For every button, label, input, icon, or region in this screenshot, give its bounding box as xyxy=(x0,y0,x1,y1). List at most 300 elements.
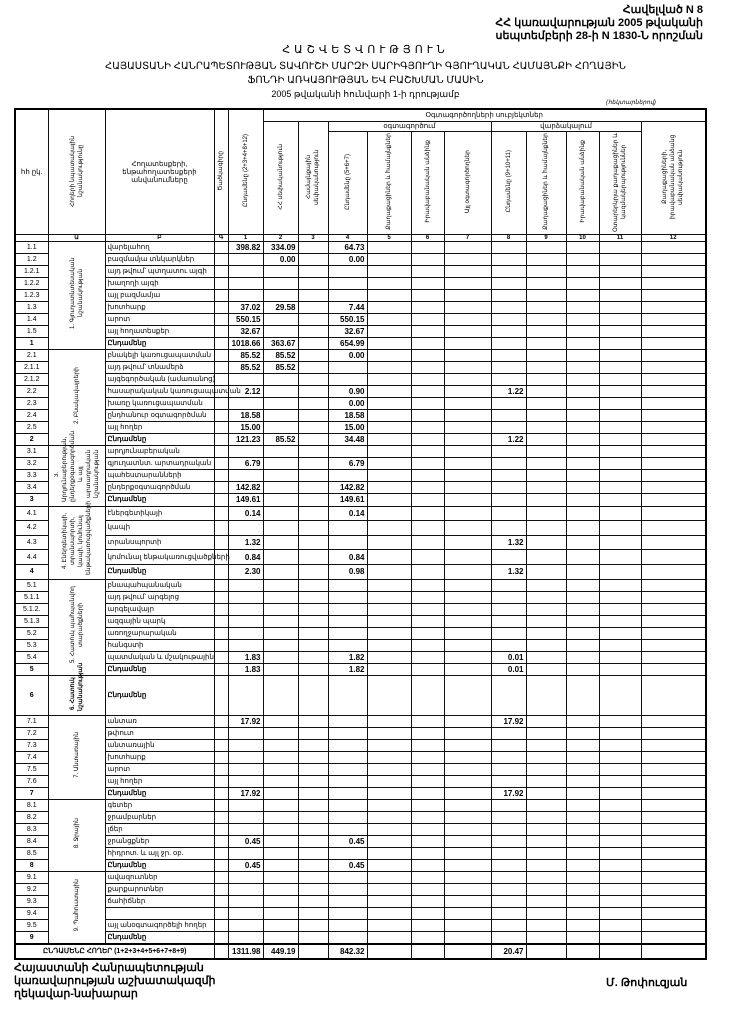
value-cell-col-3 xyxy=(298,373,328,385)
value-cell-col-8 xyxy=(491,775,526,787)
value-cell-col-10 xyxy=(566,469,599,481)
value-cell-col-12 xyxy=(641,727,706,739)
value-cell-col-9 xyxy=(526,409,566,421)
value-cell-col-4 xyxy=(328,787,367,799)
value-cell-col-10 xyxy=(566,919,599,931)
code-cell xyxy=(214,787,228,799)
table-row xyxy=(15,301,706,313)
value-cell-col-12 xyxy=(641,675,706,715)
value-cell-col-12 xyxy=(641,811,706,823)
value-cell-col-4: 7.44 xyxy=(328,301,367,313)
value-cell-col-1: 398.82 xyxy=(228,241,263,253)
value-cell-col-10 xyxy=(566,775,599,787)
value-cell-col-3 xyxy=(298,433,328,445)
section-label-text: 7. Անտառային xyxy=(73,732,80,778)
row-number: 7.5 xyxy=(15,763,48,775)
value-cell-col-2 xyxy=(263,457,298,469)
row-name: այդ թվում՝ տնամերձ xyxy=(105,361,214,373)
value-cell-col-4: 18.58 xyxy=(328,409,367,421)
value-cell-col-2: 85.52 xyxy=(263,361,298,373)
code-cell xyxy=(214,651,228,663)
value-cell-col-3 xyxy=(298,385,328,397)
header-group: Օգտագործողների սուբյեկտներ xyxy=(263,109,706,121)
value-cell-col-5 xyxy=(367,847,411,859)
footer-signatory-title xyxy=(14,962,216,1001)
value-cell-col-4 xyxy=(328,763,367,775)
value-cell-col-7 xyxy=(444,579,491,591)
value-cell-col-3 xyxy=(298,409,328,421)
value-cell-col-11 xyxy=(599,727,641,739)
value-cell-col-11 xyxy=(599,373,641,385)
table-row xyxy=(15,895,706,907)
row-name: քարքարոտներ xyxy=(105,883,214,895)
row-number: 2.1.2 xyxy=(15,373,48,385)
value-cell-col-6 xyxy=(411,859,444,871)
value-cell-col-9 xyxy=(526,482,566,494)
value-cell-col-8 xyxy=(491,811,526,823)
row-name: կոմունալ ենթակառուցվածքների xyxy=(105,550,214,565)
code-cell xyxy=(214,433,228,445)
value-cell-col-9 xyxy=(526,663,566,675)
value-cell-col-5 xyxy=(367,919,411,931)
value-cell-col-3 xyxy=(298,799,328,811)
value-cell-col-7 xyxy=(444,931,491,944)
section-label-text: 6. Հատուկ նշանակության xyxy=(69,662,84,711)
value-cell-col-1 xyxy=(228,763,263,775)
value-cell-col-11 xyxy=(599,871,641,883)
value-cell-col-9 xyxy=(526,751,566,763)
row-number: 7 xyxy=(15,787,48,799)
value-cell-col-1: 6.79 xyxy=(228,457,263,469)
value-cell-col-2: 334.09 xyxy=(263,241,298,253)
value-cell-col-11 xyxy=(599,535,641,550)
value-cell-col-1: 0.45 xyxy=(228,835,263,847)
value-cell-col-3 xyxy=(298,823,328,835)
value-cell-col-4 xyxy=(328,847,367,859)
row-name: բնակելի կառուցապատման xyxy=(105,349,214,361)
value-cell-col-6 xyxy=(411,579,444,591)
value-cell-col-9 xyxy=(526,433,566,445)
value-cell-col-5 xyxy=(367,751,411,763)
value-cell-col-5 xyxy=(367,385,411,397)
value-cell-col-6 xyxy=(411,433,444,445)
value-cell-col-6 xyxy=(411,763,444,775)
code-cell xyxy=(214,895,228,907)
value-cell-col-10 xyxy=(566,859,599,871)
code-cell xyxy=(214,751,228,763)
signatory-name: Մ. Թոփուզյան xyxy=(606,976,688,989)
value-cell-col-7 xyxy=(444,445,491,457)
table-row xyxy=(15,627,706,639)
value-cell-col-7 xyxy=(444,241,491,253)
table-row xyxy=(15,823,706,835)
value-cell-col-1 xyxy=(228,847,263,859)
value-cell-col-10 xyxy=(566,494,599,506)
value-cell-col-9 xyxy=(526,919,566,931)
value-cell-col-10 xyxy=(566,397,599,409)
value-cell-col-3 xyxy=(298,535,328,550)
value-cell-col-3 xyxy=(298,675,328,715)
value-cell-col-10 xyxy=(566,944,599,959)
value-cell-col-6 xyxy=(411,373,444,385)
code-cell xyxy=(214,871,228,883)
value-cell-col-10 xyxy=(566,277,599,289)
row-name: հանգստի xyxy=(105,639,214,651)
value-cell-col-8 xyxy=(491,397,526,409)
value-cell-col-2 xyxy=(263,615,298,627)
value-cell-col-1 xyxy=(228,871,263,883)
value-cell-col-6 xyxy=(411,847,444,859)
value-cell-col-4: 0.14 xyxy=(328,506,367,521)
code-cell xyxy=(214,289,228,301)
value-cell-col-9 xyxy=(526,564,566,579)
value-cell-col-8 xyxy=(491,763,526,775)
value-cell-col-9 xyxy=(526,871,566,883)
header-c2: ՀՀ սեփականություն xyxy=(263,121,298,234)
header-c9: Քաղաքացիներ և համայնքներ xyxy=(526,131,566,234)
value-cell-col-7 xyxy=(444,799,491,811)
value-cell-col-7 xyxy=(444,349,491,361)
value-cell-col-5 xyxy=(367,944,411,959)
row-name: հասարակական կառուցապատման xyxy=(105,385,214,397)
value-cell-col-1: 1018.66 xyxy=(228,337,263,349)
value-cell-col-11 xyxy=(599,579,641,591)
value-cell-col-5 xyxy=(367,337,411,349)
value-cell-col-5 xyxy=(367,603,411,615)
code-cell xyxy=(214,445,228,457)
value-cell-col-1 xyxy=(228,739,263,751)
value-cell-col-4 xyxy=(328,289,367,301)
document-subtitle-2: ՖՈՆԴԻ ԱՌԿԱՅՈՒԹՅԱՆ ԵՎ ԲԱՇԽՄԱՆ ՄԱՍԻՆ xyxy=(247,75,484,86)
row-number: 9.3 xyxy=(15,895,48,907)
value-cell-col-6 xyxy=(411,627,444,639)
value-cell-col-7 xyxy=(444,535,491,550)
value-cell-col-11 xyxy=(599,775,641,787)
column-number: Գ xyxy=(214,234,228,241)
value-cell-col-3 xyxy=(298,727,328,739)
value-cell-col-6 xyxy=(411,313,444,325)
row-name: պահեստարանների xyxy=(105,469,214,481)
value-cell-col-7 xyxy=(444,277,491,289)
row-number: 7.6 xyxy=(15,775,48,787)
row-number: 1.1 xyxy=(15,241,48,253)
value-cell-col-4 xyxy=(328,591,367,603)
row-name: այլ հողեր xyxy=(105,421,214,433)
value-cell-col-5 xyxy=(367,627,411,639)
value-cell-col-11 xyxy=(599,253,641,265)
value-cell-col-6 xyxy=(411,265,444,277)
row-number: 2.4 xyxy=(15,409,48,421)
value-cell-col-2 xyxy=(263,751,298,763)
value-cell-col-1 xyxy=(228,727,263,739)
row-number: 1.4 xyxy=(15,313,48,325)
value-cell-col-12 xyxy=(641,482,706,494)
code-cell xyxy=(214,907,228,919)
value-cell-col-1 xyxy=(228,775,263,787)
section-label xyxy=(48,871,105,944)
value-cell-col-4 xyxy=(328,445,367,457)
table-row xyxy=(15,313,706,325)
annex-line: ՀՀ կառավարության 2005 թվականի xyxy=(495,17,703,29)
value-cell-col-12 xyxy=(641,859,706,871)
value-cell-col-3 xyxy=(298,715,328,727)
row-number: 8.5 xyxy=(15,847,48,859)
value-cell-col-11 xyxy=(599,751,641,763)
table-row xyxy=(15,739,706,751)
value-cell-col-1 xyxy=(228,373,263,385)
value-cell-col-12 xyxy=(641,325,706,337)
value-cell-col-11 xyxy=(599,799,641,811)
row-number: 8.4 xyxy=(15,835,48,847)
row-number: 7.2 xyxy=(15,727,48,739)
table-row xyxy=(15,521,706,536)
table-row xyxy=(15,469,706,481)
value-cell-col-12 xyxy=(641,313,706,325)
value-cell-col-10 xyxy=(566,241,599,253)
row-number: 3.3 xyxy=(15,469,48,481)
code-cell xyxy=(214,715,228,727)
column-number: 9 xyxy=(526,234,566,241)
value-cell-col-10 xyxy=(566,751,599,763)
value-cell-col-11 xyxy=(599,627,641,639)
value-cell-col-11 xyxy=(599,469,641,481)
value-cell-col-9 xyxy=(526,349,566,361)
table-row xyxy=(15,811,706,823)
value-cell-col-8 xyxy=(491,639,526,651)
value-cell-col-7 xyxy=(444,591,491,603)
row-number: 4.2 xyxy=(15,521,48,536)
value-cell-col-5 xyxy=(367,253,411,265)
value-cell-col-10 xyxy=(566,931,599,944)
table-row xyxy=(15,325,706,337)
value-cell-col-2 xyxy=(263,506,298,521)
code-cell xyxy=(214,639,228,651)
table-row-subtotal xyxy=(15,564,706,579)
section-label xyxy=(48,579,105,675)
row-name: թփուտ xyxy=(105,727,214,739)
code-cell xyxy=(214,469,228,481)
value-cell-col-12 xyxy=(641,349,706,361)
value-cell-col-9 xyxy=(526,289,566,301)
footer-area xyxy=(14,962,705,1002)
value-cell-col-6 xyxy=(411,871,444,883)
column-number: 7 xyxy=(444,234,491,241)
value-cell-col-3 xyxy=(298,325,328,337)
value-cell-col-5 xyxy=(367,313,411,325)
value-cell-col-5 xyxy=(367,639,411,651)
value-cell-col-3 xyxy=(298,506,328,521)
value-cell-col-7 xyxy=(444,907,491,919)
value-cell-col-8: 1.32 xyxy=(491,535,526,550)
value-cell-col-12 xyxy=(641,799,706,811)
value-cell-col-11 xyxy=(599,325,641,337)
value-cell-col-1: 32.67 xyxy=(228,325,263,337)
value-cell-col-6 xyxy=(411,603,444,615)
value-cell-col-6 xyxy=(411,506,444,521)
value-cell-col-3 xyxy=(298,457,328,469)
row-name: էներգետիկայի xyxy=(105,506,214,521)
document-subtitle: ՀԱՅԱՍՏԱՆԻ ՀԱՆՐԱՊԵՏՈՒԹՅԱՆ ՏԱՎՈՒՇԻ ՄԱՐԶԻ ՍԱՐԻԳՅՈՒՂԻ ԳՅՈՒՂԱԿԱՆ ՀԱՄԱՅՆՔԻ ՀՈՂԱՅԻՆ xyxy=(105,61,626,72)
value-cell-col-3 xyxy=(298,313,328,325)
value-cell-col-10 xyxy=(566,603,599,615)
value-cell-col-4 xyxy=(328,931,367,944)
value-cell-col-7 xyxy=(444,564,491,579)
row-number: 5.1.2. xyxy=(15,603,48,615)
value-cell-col-9 xyxy=(526,550,566,565)
value-cell-col-2 xyxy=(263,835,298,847)
value-cell-col-7 xyxy=(444,361,491,373)
value-cell-col-6 xyxy=(411,277,444,289)
value-cell-col-3 xyxy=(298,859,328,871)
row-number: 5.1.3 xyxy=(15,615,48,627)
row-number: 7.4 xyxy=(15,751,48,763)
value-cell-col-7 xyxy=(444,313,491,325)
column-number: Ա xyxy=(48,234,105,241)
code-cell xyxy=(214,349,228,361)
value-cell-col-3 xyxy=(298,521,328,536)
value-cell-col-8 xyxy=(491,349,526,361)
value-cell-col-4: 142.82 xyxy=(328,482,367,494)
value-cell-col-8: 17.92 xyxy=(491,715,526,727)
value-cell-col-9 xyxy=(526,421,566,433)
value-cell-col-6 xyxy=(411,494,444,506)
column-number: 2 xyxy=(263,234,298,241)
value-cell-col-10 xyxy=(566,550,599,565)
value-cell-col-12 xyxy=(641,564,706,579)
row-name: խառը կառուցապատման xyxy=(105,397,214,409)
row-name: լճեր xyxy=(105,823,214,835)
value-cell-col-8 xyxy=(491,919,526,931)
value-cell-col-1: 37.02 xyxy=(228,301,263,313)
table-row xyxy=(15,799,706,811)
value-cell-col-1 xyxy=(228,627,263,639)
code-cell xyxy=(214,241,228,253)
value-cell-col-6 xyxy=(411,482,444,494)
value-cell-col-2 xyxy=(263,550,298,565)
value-cell-col-2 xyxy=(263,763,298,775)
row-number: 4.1 xyxy=(15,506,48,521)
value-cell-col-7 xyxy=(444,811,491,823)
value-cell-col-2 xyxy=(263,313,298,325)
value-cell-col-5 xyxy=(367,301,411,313)
value-cell-col-12 xyxy=(641,361,706,373)
section-label xyxy=(48,715,105,799)
value-cell-col-1: 0.14 xyxy=(228,506,263,521)
row-name: Ընդամենը xyxy=(105,564,214,579)
value-cell-col-6 xyxy=(411,811,444,823)
value-cell-col-8 xyxy=(491,627,526,639)
value-cell-col-9 xyxy=(526,627,566,639)
value-cell-col-6 xyxy=(411,361,444,373)
value-cell-col-8 xyxy=(491,727,526,739)
value-cell-col-7 xyxy=(444,835,491,847)
value-cell-col-7 xyxy=(444,494,491,506)
row-name: արդյունաբերական xyxy=(105,445,214,457)
value-cell-col-12 xyxy=(641,397,706,409)
annex-reference xyxy=(495,4,703,43)
value-cell-col-3 xyxy=(298,301,328,313)
value-cell-col-9 xyxy=(526,494,566,506)
value-cell-col-3 xyxy=(298,907,328,919)
value-cell-col-7 xyxy=(444,289,491,301)
row-number: 5.1 xyxy=(15,579,48,591)
value-cell-col-11 xyxy=(599,603,641,615)
value-cell-col-12 xyxy=(641,277,706,289)
row-name: հիդրոտ. և այլ ջր. օբ. xyxy=(105,847,214,859)
table-row xyxy=(15,535,706,550)
value-cell-col-6 xyxy=(411,457,444,469)
row-number: 8 xyxy=(15,859,48,871)
value-cell-col-11 xyxy=(599,715,641,727)
value-cell-col-2 xyxy=(263,727,298,739)
value-cell-col-9 xyxy=(526,715,566,727)
value-cell-col-12 xyxy=(641,373,706,385)
value-cell-col-1: 18.58 xyxy=(228,409,263,421)
value-cell-col-10 xyxy=(566,579,599,591)
value-cell-col-5 xyxy=(367,591,411,603)
value-cell-col-7 xyxy=(444,506,491,521)
value-cell-col-9 xyxy=(526,457,566,469)
value-cell-col-9 xyxy=(526,337,566,349)
value-cell-col-5 xyxy=(367,457,411,469)
value-cell-col-11 xyxy=(599,883,641,895)
header-c5: Քաղաքացիներ և համայնքներ xyxy=(367,131,411,234)
table-row-subtotal xyxy=(15,337,706,349)
value-cell-col-7 xyxy=(444,469,491,481)
value-cell-col-7 xyxy=(444,639,491,651)
value-cell-col-12 xyxy=(641,627,706,639)
value-cell-col-11 xyxy=(599,457,641,469)
row-name: Ընդամենը xyxy=(105,494,214,506)
value-cell-col-11 xyxy=(599,639,641,651)
value-cell-col-10 xyxy=(566,883,599,895)
document-title: ՀԱՇՎԵՏՎՈՒԹՅՈՒՆ xyxy=(282,44,449,56)
value-cell-col-4 xyxy=(328,811,367,823)
value-cell-col-3 xyxy=(298,564,328,579)
value-cell-col-8 xyxy=(491,337,526,349)
value-cell-col-12 xyxy=(641,253,706,265)
value-cell-col-8 xyxy=(491,361,526,373)
row-number: 2.5 xyxy=(15,421,48,433)
value-cell-col-9 xyxy=(526,944,566,959)
value-cell-col-8: 1.22 xyxy=(491,433,526,445)
value-cell-col-8 xyxy=(491,301,526,313)
value-cell-col-7 xyxy=(444,433,491,445)
value-cell-col-10 xyxy=(566,651,599,663)
value-cell-col-12 xyxy=(641,409,706,421)
value-cell-col-10 xyxy=(566,373,599,385)
header-purpose: Հողերի նպատակային նշանակությունը xyxy=(48,109,105,234)
value-cell-col-3 xyxy=(298,663,328,675)
table-row xyxy=(15,835,706,847)
value-cell-col-8 xyxy=(491,615,526,627)
value-cell-col-6 xyxy=(411,564,444,579)
value-cell-col-1 xyxy=(228,603,263,615)
value-cell-col-5 xyxy=(367,775,411,787)
value-cell-col-9 xyxy=(526,727,566,739)
value-cell-col-9 xyxy=(526,277,566,289)
table-row xyxy=(15,715,706,727)
value-cell-col-3 xyxy=(298,919,328,931)
value-cell-col-5 xyxy=(367,715,411,727)
value-cell-col-8 xyxy=(491,675,526,715)
value-cell-col-10 xyxy=(566,591,599,603)
value-cell-col-6 xyxy=(411,337,444,349)
table-row xyxy=(15,277,706,289)
code-cell xyxy=(214,883,228,895)
value-cell-col-11 xyxy=(599,823,641,835)
value-cell-col-5 xyxy=(367,445,411,457)
